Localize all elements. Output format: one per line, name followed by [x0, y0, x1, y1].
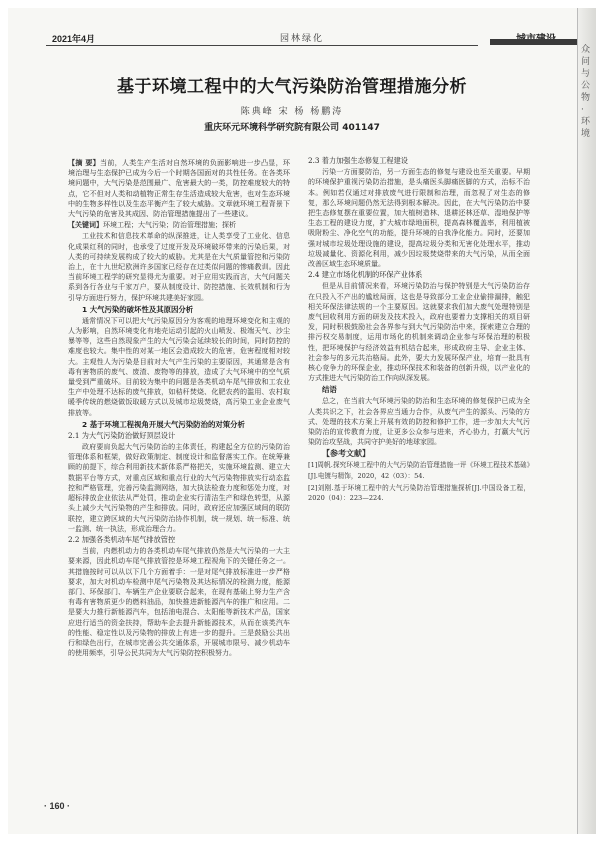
- subsection-heading: 2.2 加强各类机动车尾气排放管控: [68, 534, 176, 544]
- header-rule: [46, 45, 478, 46]
- body-paragraph: 但是从目前情况来看，环境污染防治与保护特别是大气污染防治存在只投入不产出的尴尬局面，这也是导致部分工业企业偷排漏排，触犯相关环保法律法规的一个主要原因。这就要求我们加大废气处理特别是废气回收利用方面的研发及技术投入，政府也要着力支撑相关的项目研发，同时积极鼓励社会各界参与到大气污染防治中来，探索建立合理的排污权交易制度，运用市场化的机制来调动企业参与环保治理的积极性，把环境保护与经济效益有机结合起来，形成政府主导、企业主体、社会参与的多元共治格局。此外，要大力发展环保产业，培育一批具有核心竞争力的环保企业，推动环保技术和装备的创新升级，以产业化的方式推进大气污染防治工作向纵深发展。: [308, 282, 530, 383]
- page-sheet: [8, 8, 596, 834]
- intro-paragraph: 工业技术和信息技术革命的纵深推进，让人类享受了工业化、信息化成果红利的同时，也承受了过度开发及环境破坏带来的污染后果，对人类的可持续发展构成了较大的威胁。尤其是在大气质量管控和污染防治上，在十九世纪欧洲许多国家已经存在过类似问题的惨痛教训。因此当前环境工程学的研究显得尤为重要。对于应用实践而言，大气问题关系到各行各业与千家万户，要从制度设计、防控措施、长效机制和行为引导方面进行努力，保护环境共建美好家园。: [68, 232, 290, 302]
- page-number: · 160 ·: [44, 801, 71, 811]
- subsection-heading: 2.3 着力加强生态修复工程建设: [308, 156, 408, 165]
- references-title: 【参考文献】: [322, 449, 370, 459]
- body-paragraph: 当前，内燃机动力的各类机动车尾气排放仍然是大气污染的一大主要来源，因此机动车尾气排放管控是环境工程视角下的关键任务之一。其措施按时可以从以下几个方面着手：一是对尾气排放标准进一步严格要求，加大对机动车检测中尾气污染物及其达标情况的检测力度，能源部门、环保部门、车辆生产企业要联合起来，在现有基础上努力生产含有毒有害物质更少的燃料油品，加快推进新能源汽车的推广和应用。二是要大力推行新能源汽车，包括油电混合、太阳能等新技术产品，国家应进行适当的资金扶持，帮助车企去提升新能源技术，从而在该类汽车的性能、稳定性以及污染物的排放上有进一步的提升。三是鼓励公共出行和绿色出行，在城市完善公共交通体系，开展城市限号、减少机动车的使用频率，引导公民共同为大气污染防控积极努力。: [68, 547, 290, 658]
- adjacent-page-edge: [577, 8, 596, 834]
- left-column: [68, 158, 290, 659]
- section-heading: 2 基于环境工程视角开展大气污染防治的对策分析: [82, 419, 245, 429]
- body-paragraph: 政府要肩负起大气污染防治的主体责任，构建起全方位的污染防治管理体系和框架，做好政策制定、制度设计和监督落实工作。在统筹兼顾的前提下，综合利用新技术新体系严格把关，实施环境监测、建立大数据平台等方式，对重点区域和重点行业的大气污染物排放实行动态监控和严格管理，完善污染监测网络，加大执法检查力度和惩处力度，对超标排放企业依法从严处罚，推动企业实行清洁生产和绿色转型，从源头上减少大气污染物的产生和排放。同时，政府还应加强区域间的联防联控，建立跨区域的大气污染防治协作机制，统一规划、统一标准、统一监测、统一执法，形成治理合力。: [68, 443, 290, 533]
- article-authors: 陈典峰 宋 杨 杨鹏涛: [240, 107, 344, 117]
- keywords: [68, 220, 290, 230]
- adjacent-page-text: 众问与 公物 · 环境: [581, 45, 591, 139]
- article-affiliation: 重庆环元环境科学研究院有限公司 401147: [204, 123, 380, 133]
- section-heading: 1 大气污染的破坏性及其原因分析: [82, 304, 194, 314]
- reference-item: [1]周帆.探究环境工程中的大气污染防治管理措施一评《环境工程技术基础》[J].电镀与精饰，2020，42（03）：54.: [308, 461, 530, 480]
- subsection-heading: 2.1 为大气污染防治做好顶层设计: [68, 430, 176, 440]
- keywords-label: 【关键词】: [68, 221, 103, 230]
- section-name: 园林绿化: [280, 34, 325, 44]
- conclusion-heading: 结语: [322, 385, 337, 395]
- abstract-text: 当前，人类生产生活对自然环境的负面影响进一步凸显，环境治理与生态保护已成为今后一个时期各国面对的共性任务。在各类环境问题中，大气污染是范围最广、危害最大的一类，防控难度较大的特点，它不但对人类和动植物正常生存生活造成较大危害，也对生态环境中的生物多样性以及生态平衡产生了较大威胁。文章就环境工程背景下大气污染的危害及其成因、防治管理措施提出了一些建议。: [68, 158, 290, 219]
- body-paragraph: 污染一方面要防治，另一方面生态的修复与建设也至关重要。早期的环境保护重视污染防治措施，是头痛医头脚痛医脚的方式，治标不治本。例如若仅通过对排放废气进行限制和治理，而忽视了对生态的修复，那么环境问题仍然无法得到根本解决。因此，在大气污染防治中要把生态修复摆在重要位置，加大植树造林、退耕还林还草、湿地保护等生态工程的建设力度，扩大城市绿地面积，提高森林覆盖率，利用植被吸附粉尘、净化空气的功能，提升环境的自我净化能力。同时，还要加强对城市垃圾处理设施的建设，提高垃圾分类和无害化处理水平，推动垃圾减量化、资源化利用，减少因垃圾焚烧带来的大气污染，从而全面改善区域生态环境质量。: [308, 168, 530, 269]
- abstract-label: 【摘 要】: [68, 158, 100, 167]
- right-column: [308, 156, 530, 505]
- body-paragraph: 通常情况下可以把大气污染原因分为客观的地理环境变化和主观的人为影响，自然环境变化有地壳运动引起的火山喷发、极端天气、沙尘暴等等，这些自然现象产生的大气污染会延续较长的时间，同时防控的难度也较大。集中性的对某一地区会造成较大的危害，危害程度相对较大。主观性人为污染是目前对大气产生污染的主要原因，其通常是含有毒有害物质的废气、废渣、废物等的排放，造成了大气环境中的空气质量受到严重破坏。目前较为集中的问题是各类机动车尾气排放和工农业生产中处理不达标的废气排放，如秸秆焚烧、化肥农药的滥用、农村取暖季传统的燃烧做饭取暖方式以及城市垃圾焚烧，高污染工业企业废气排放等。: [68, 316, 290, 417]
- article-title: 基于环境工程中的大气污染防治管理措施分析: [117, 77, 467, 97]
- issue-date: 2021年4月: [52, 34, 96, 44]
- conclusion-paragraph: 总之，在当前大气环境污染的防治和生态环境的修复保护已成为全人类共识之下，社会各界应当通力合作，从废气产生的源头、污染的方式、处理的技术方案上开展有效的防控和修护工作，进一步加大大气污染防治的宣传教育力度，让更多公众参与进来，齐心协力，打赢大气污染防治攻坚战，共同守护美好的地球家园。: [308, 397, 530, 447]
- keywords-text: 环境工程；大气污染；防治管理措施；探析: [103, 221, 236, 230]
- reference-item: [2]刘刚.基于环境工程中的大气污染防治管理措施探析[J].中国设备工程，2020（04）：223—224.: [308, 483, 530, 503]
- subsection-heading: 2.4 建立市场化机制的环保产业体系: [308, 270, 423, 280]
- abstract: [68, 158, 290, 219]
- header-rule-bold: [490, 39, 590, 45]
